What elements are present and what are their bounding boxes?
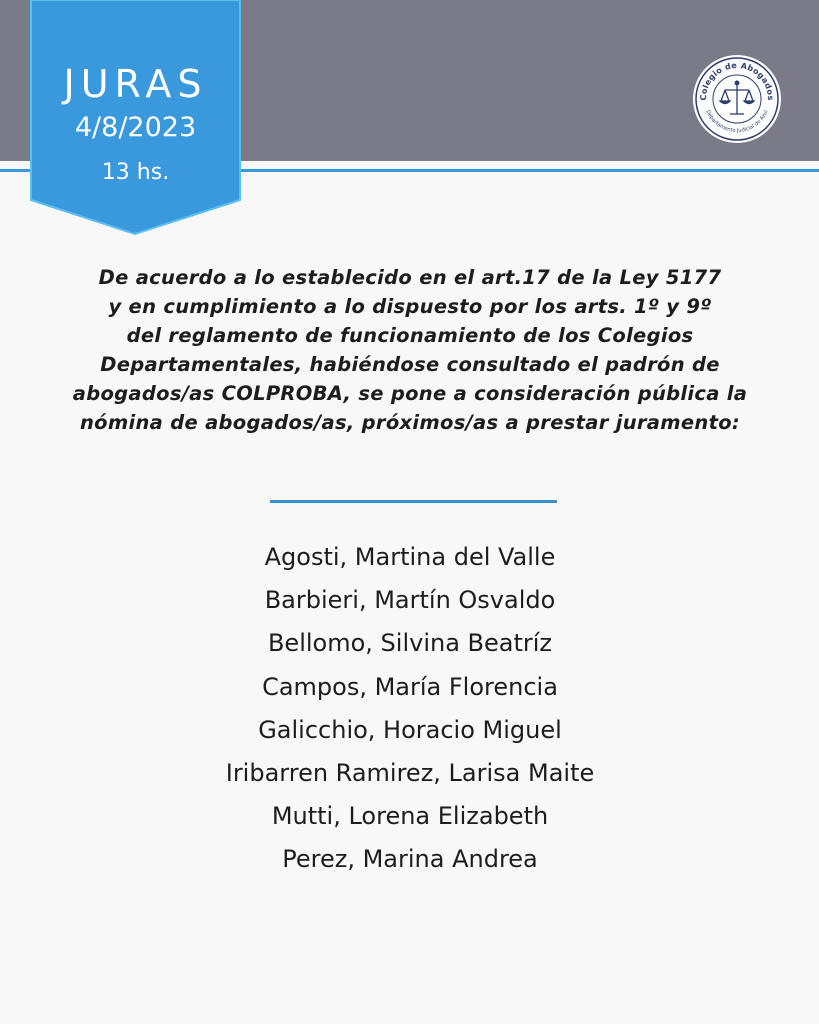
- banner-time: 13 hs.: [101, 160, 170, 185]
- intro-line: De acuerdo a lo establecido en el art.17 de la Ley 5177: [98, 266, 722, 289]
- intro-line: del reglamento de funcionamiento de los Colegios: [126, 324, 694, 347]
- list-item: Perez, Marina Andrea: [282, 845, 538, 874]
- list-item: Mutti, Lorena Elizabeth: [271, 802, 549, 831]
- intro-line: y en cumplimiento a lo dispuesto por los arts. 1º y 9º: [108, 295, 712, 318]
- seal-text-bottom: Departamento Judicial de Azul: [704, 109, 770, 135]
- banner-date: 4/8/2023: [74, 112, 197, 143]
- list-item: Bellomo, Silvina Beatríz: [267, 629, 553, 658]
- date-banner: [30, 0, 241, 236]
- names-list: [110, 537, 710, 883]
- bar-association-seal: [692, 54, 782, 144]
- section-divider: [270, 500, 557, 503]
- list-item: Iribarren Ramirez, Larisa Maite: [225, 758, 595, 787]
- intro-line: abogados/as COLPROBA, se pone a consideración pública la: [72, 382, 748, 405]
- list-item: Agosti, Martina del Valle: [264, 543, 556, 571]
- intro-line: nómina de abogados/as, próximos/as a prestar juramento:: [79, 411, 741, 434]
- seal-emblem: [692, 54, 782, 144]
- intro-paragraph: [60, 263, 760, 437]
- seal-text-top: Colegio de Abogados: [698, 60, 776, 101]
- list-item: Galicchio, Horacio Miguel: [258, 715, 562, 744]
- list-item: Campos, María Florencia: [262, 672, 558, 701]
- intro-line: Departamentales, habiéndose consultado el padrón de: [100, 353, 720, 376]
- list-item: Barbieri, Martín Osvaldo: [264, 586, 556, 615]
- banner-title: JURAS: [63, 62, 208, 106]
